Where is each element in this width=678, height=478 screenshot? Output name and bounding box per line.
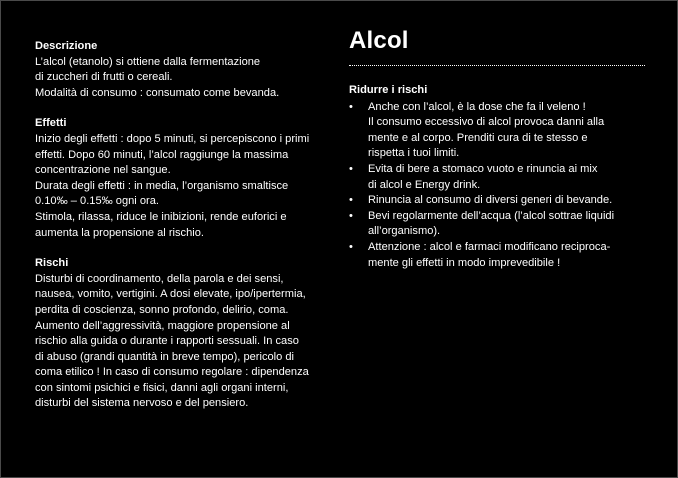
- dotted-divider: [349, 65, 645, 66]
- bullet-icon: •: [349, 100, 353, 113]
- rischi-heading: Rischi: [35, 257, 69, 270]
- list-item: [349, 240, 647, 271]
- bullet-icon: •: [349, 209, 353, 222]
- risk-reduction-list: [349, 100, 647, 272]
- list-item-text: Rinuncia al consumo di diversi generi di bevande.: [368, 194, 613, 207]
- list-item: [349, 209, 647, 240]
- descrizione-heading: Descrizione: [35, 40, 98, 52]
- list-item-text: Evita di bere a stomaco vuoto e rinuncia ai mix di alcol e Energy drink.: [368, 162, 598, 191]
- right-column: [349, 27, 647, 271]
- list-item: [349, 162, 647, 193]
- section-descrizione: [35, 39, 335, 101]
- section-rischi: [35, 256, 335, 412]
- list-item-text: Bevi regolarmente dell’acqua (l’alcol sottrae liquidi all’organismo).: [368, 209, 615, 238]
- bullet-icon: •: [349, 194, 353, 207]
- page-title: Alcol: [349, 27, 409, 54]
- bullet-icon: •: [349, 162, 353, 175]
- left-column: [35, 39, 335, 427]
- list-item-text: Attenzione : alcol e farmaci modificano reciproca- mente gli effetti in modo imprevedibile !: [368, 240, 611, 269]
- effetti-text: Inizio degli effetti : dopo 5 minuti, si percepiscono i primi effetti. Dopo 60 minuti, l’alcol raggiunge la massima concentrazione nel sangue. Durata degli effetti : in media, l’organismo smaltisce 0.10‰ – 0.15‰ ogni ora. Stimola, rilassa, riduce le inibizioni, rende euforici e aumenta la propensione al rischio.: [35, 132, 310, 239]
- section-effetti: [35, 116, 335, 241]
- list-item: [349, 100, 647, 162]
- bullet-icon: •: [349, 240, 353, 253]
- effetti-heading: Effetti: [35, 117, 67, 130]
- rischi-text: Disturbi di coordinamento, della parola e dei sensi, nausea, vomito, vertigini. A dosi elevate, ipo/ipertermia, perdita di coscienza, sonno profondo, delirio, coma. Aumento dell’aggressività, maggiore propensione al rischio alla guida o durante i rapporti sessuali. In caso di abuso (grandi quantità in breve tempo), pericolo di coma etilico ! In caso di consumo regolare : dipendenza con sintomi psichici e fisici, danni agli organi interni, disturbi del sistema nervoso e del pensiero.: [35, 272, 309, 410]
- list-item-text: Anche con l’alcol, è la dose che fa il veleno ! Il consumo eccessivo di alcol provoca danni alla mente e al corpo. Prenditi cura di te stesso e rispetta i tuoi limiti.: [368, 100, 605, 160]
- list-item: [349, 193, 647, 209]
- ridurre-rischi-heading: Ridurre i rischi: [349, 84, 428, 96]
- descrizione-text: L’alcol (etanolo) si ottiene dalla fermentazione di zuccheri di frutti o cereali. Modalità di consumo : consumato come bevanda.: [35, 55, 280, 99]
